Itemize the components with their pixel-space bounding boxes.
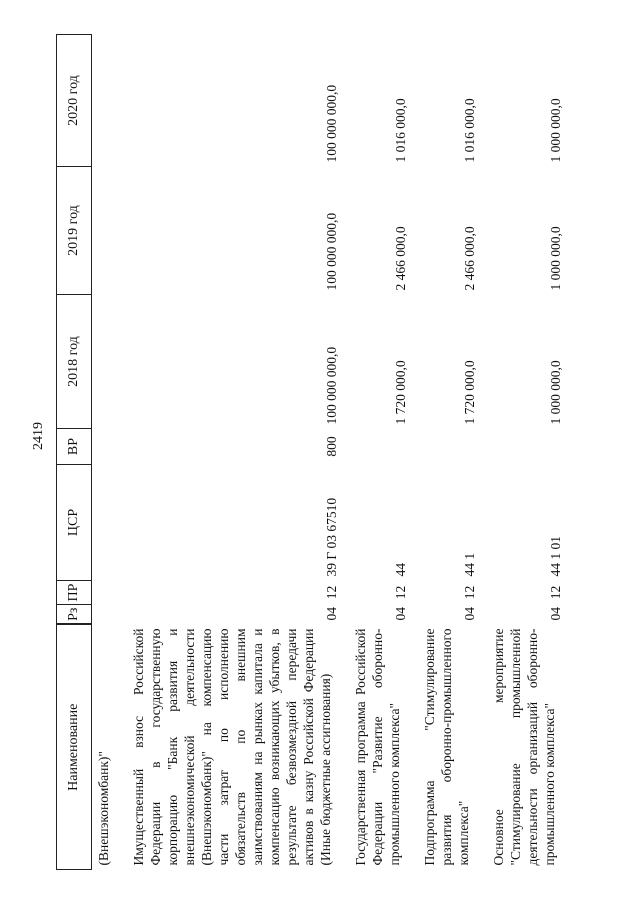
- row-name: (Внешэкономбанк)": [96, 751, 111, 866]
- table-row: [411, 35, 480, 870]
- row-2018: 100 000 000,0: [324, 346, 339, 425]
- row-pr: 12: [393, 585, 408, 600]
- header-row: [57, 35, 92, 870]
- header-2020: 2020 год: [57, 35, 92, 167]
- row-rz: 04: [324, 607, 339, 621]
- row-2018: [92, 295, 121, 429]
- table-row: [342, 35, 411, 870]
- row-csr: 44 1 01: [548, 536, 563, 577]
- row-vr: [411, 429, 480, 465]
- row-csr: 39 Г 03 67510: [324, 497, 339, 577]
- row-2020: [92, 35, 121, 167]
- row-2018: 1 720 000,0: [393, 360, 408, 425]
- header-2019: 2019 год: [57, 167, 92, 295]
- row-vr: [480, 429, 566, 465]
- row-2018: 1 000 000,0: [548, 360, 563, 425]
- row-csr: 44 1: [462, 552, 477, 577]
- header-pr: ПР: [57, 581, 92, 605]
- row-vr: [342, 429, 411, 465]
- budget-table: [56, 34, 566, 870]
- row-2019: 1 000 000,0: [548, 226, 563, 291]
- row-2020: 1 000 000,0: [548, 98, 563, 163]
- header-name: Наименование: [57, 625, 92, 870]
- row-2019: 2 466 000,0: [393, 226, 408, 291]
- row-name: Подпрограмма "Стимулирование развития оборонно-промышленного комплекса": [422, 628, 471, 866]
- row-name: Государственная программа Российской Федерации "Развитие оборонно-промышленного комплекса": [353, 628, 402, 866]
- row-pr: 12: [324, 585, 339, 600]
- page-number: 2419: [31, 422, 46, 450]
- row-rz: [92, 605, 121, 625]
- rotated-page: [56, 35, 584, 870]
- row-csr: [92, 465, 121, 581]
- row-rz: 04: [462, 607, 477, 621]
- row-rz: 04: [548, 607, 563, 621]
- row-name: Имущественный взнос Российской Федерации в государственную корпорацию "Банк развития и внешнеэкономической деятельности (Внешэкономбанк)" на компенсацию части затрат по исполнению обязательств по внешним заимствованиям на рынках капитала и компенсацию возникающих убытков, в результате безвозмездной передачи активов в казну Российской Федерации (Иные бюджетные ассигнования): [131, 628, 333, 866]
- row-csr: 44: [393, 563, 408, 577]
- header-vr: ВР: [57, 429, 92, 465]
- row-vr: 800: [324, 436, 339, 457]
- table-row: [92, 35, 121, 870]
- row-vr: [92, 429, 121, 465]
- table-row: [480, 35, 566, 870]
- row-2019: 100 000 000,0: [324, 212, 339, 291]
- row-2019: [92, 167, 121, 295]
- header-csr: ЦСР: [57, 465, 92, 581]
- table-row: [120, 35, 342, 870]
- row-2020: 100 000 000,0: [324, 84, 339, 163]
- row-name: Основное мероприятие "Стимулирование промышленной деятельности организаций оборонно-промышленного комплекса": [491, 628, 557, 866]
- row-pr: [92, 581, 121, 605]
- row-2020: 1 016 000,0: [393, 98, 408, 163]
- header-rz: Рз: [57, 605, 92, 625]
- row-rz: 04: [393, 607, 408, 621]
- row-pr: 12: [462, 585, 477, 600]
- header-2018: 2018 год: [57, 295, 92, 429]
- row-2018: 1 720 000,0: [462, 360, 477, 425]
- row-2019: 2 466 000,0: [462, 226, 477, 291]
- row-2020: 1 016 000,0: [462, 98, 477, 163]
- row-pr: 12: [548, 585, 563, 600]
